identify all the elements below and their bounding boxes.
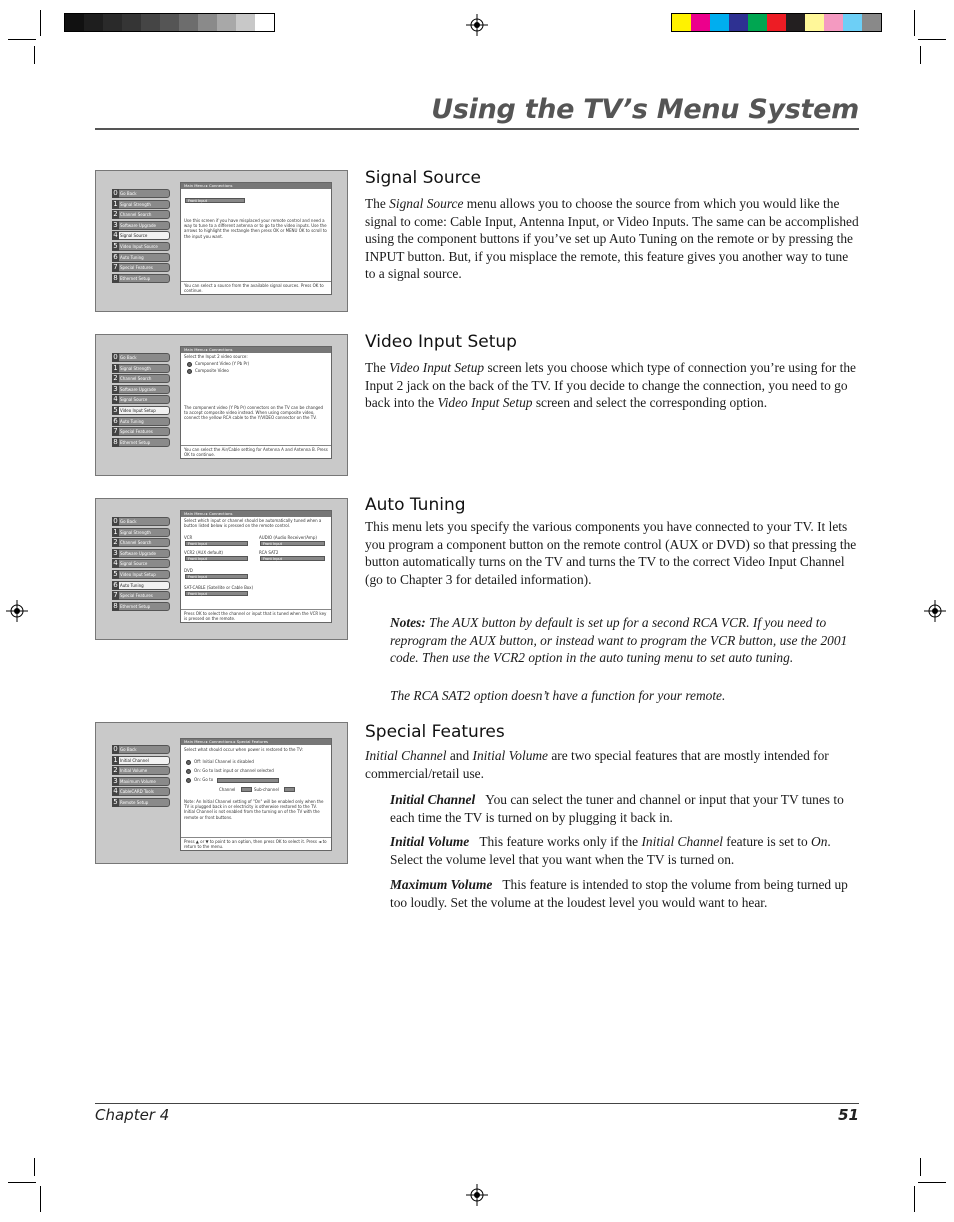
menu-item-number: 6 bbox=[113, 252, 118, 261]
menu-item-number: 8 bbox=[113, 273, 118, 282]
color-swatch bbox=[862, 14, 881, 31]
menu-item[interactable] bbox=[112, 798, 170, 807]
menu-item-number: 5 bbox=[113, 798, 118, 806]
menu-item-number: 8 bbox=[113, 601, 118, 610]
menu-item-label: Signal Source bbox=[120, 561, 148, 567]
term-label: Initial Volume bbox=[390, 834, 470, 849]
sat-label: SAT-CABLE (Satellite or Cable Box) bbox=[184, 585, 254, 590]
menu-item[interactable] bbox=[112, 570, 170, 579]
screen-help: You can select a source from the available signal sources. Press OK to continue. bbox=[181, 281, 331, 294]
menu-item-label: Signal Strength bbox=[120, 529, 151, 535]
screen-panel bbox=[180, 346, 332, 459]
menu-item-label: Special Features bbox=[120, 429, 153, 435]
text: You can select the tuner and channel or input that your TV tunes to each time the TV is turned on by plugging it back in. bbox=[390, 792, 844, 825]
vcr-label: VCR bbox=[184, 535, 193, 540]
text: The bbox=[365, 196, 390, 211]
menu-item-number: 2 bbox=[113, 766, 118, 775]
screen-prompt: Select the Input 2 video source: bbox=[184, 354, 248, 359]
special-features-intro bbox=[365, 747, 859, 782]
menu-item[interactable] bbox=[112, 395, 170, 404]
menu-item-label: Go Back bbox=[120, 519, 137, 524]
video-input-setup-heading: Video Input Setup bbox=[365, 332, 517, 352]
audio-label: AUDIO (Audio Receiver/Amp) bbox=[259, 535, 317, 540]
chapter-label: Chapter 4 bbox=[95, 1106, 170, 1124]
menu-item[interactable] bbox=[112, 417, 170, 426]
registration-mark-right bbox=[924, 600, 946, 622]
dvd-label: DVD bbox=[184, 568, 193, 573]
menu-item-number: 1 bbox=[113, 527, 118, 536]
screen-panel bbox=[180, 510, 332, 623]
signal-source-screen bbox=[95, 170, 348, 312]
menu-item-number: 1 bbox=[113, 755, 118, 764]
menu-item-number: 5 bbox=[113, 242, 118, 250]
term: Video Input Setup bbox=[437, 395, 533, 411]
option-label: On: Go to bbox=[194, 777, 214, 782]
auto-tuning-note2 bbox=[390, 687, 859, 705]
menu-item-label: Channel Search bbox=[120, 540, 152, 546]
term: Video Input Setup bbox=[389, 360, 485, 375]
menu-item-label: Software Upgrade bbox=[120, 222, 157, 228]
menu-item[interactable] bbox=[112, 559, 170, 568]
vcr2-label: VCR2 (AUX default) bbox=[184, 550, 223, 555]
menu-item[interactable] bbox=[112, 210, 170, 219]
menu-item-number: 0 bbox=[113, 517, 118, 525]
term: Initial Channel bbox=[365, 748, 447, 763]
color-swatch bbox=[217, 14, 236, 31]
page-number: 51 bbox=[838, 1106, 859, 1124]
menu-item[interactable] bbox=[112, 274, 170, 283]
menu-item-number: 3 bbox=[113, 220, 118, 229]
menu-item-number: 5 bbox=[113, 570, 118, 578]
dvd-field: Front Input bbox=[185, 574, 248, 579]
menu-item-number: 4 bbox=[113, 559, 118, 568]
color-swatch bbox=[198, 14, 217, 31]
menu-item[interactable] bbox=[112, 581, 170, 590]
notes-label: Notes: bbox=[390, 615, 426, 630]
signal-source-paragraph bbox=[365, 195, 859, 283]
initial-channel-paragraph bbox=[390, 791, 859, 826]
text: This feature is intended to stop the volume from being turned up too loudly. Set the volume at the loudest level you would want to hear. bbox=[390, 877, 848, 910]
color-swatch bbox=[179, 14, 198, 31]
screen-help: Press OK to select the channel or input that is tuned when the VCR key is pressed on the remote. bbox=[181, 609, 331, 622]
radio-icon bbox=[186, 760, 191, 765]
video-input-setup-paragraph bbox=[365, 359, 859, 412]
menu-item[interactable] bbox=[112, 538, 170, 547]
text: menu allows you to choose the source from which you would like the signal to come: Cable Input, Antenna Input, or Video Inputs. The same can be accomplished using the component buttons if you’ve set up Auto Tuning on the remote or by pressing the INPUT button. But, if you misplace the remote, this feature gives you another way to tune to a signal source. bbox=[365, 196, 859, 282]
color-swatch bbox=[691, 14, 710, 31]
menu-item-label: Go Back bbox=[120, 747, 137, 752]
menu-item[interactable] bbox=[112, 189, 170, 198]
menu-item-label: Auto Tuning bbox=[120, 582, 144, 588]
term-label: Maximum Volume bbox=[390, 877, 493, 892]
screen-text: The component video (Y Pb Pr) connectors on the TV can be changed to accept composite video instead. When using composite video, connect the yellow RCA cable to the Y/VIDEO connector on the TV. bbox=[184, 405, 324, 421]
special-features-screen bbox=[95, 722, 348, 864]
menu-item[interactable] bbox=[112, 364, 170, 373]
menu-item-label: Remote Setup bbox=[120, 800, 149, 805]
menu-item-number: 8 bbox=[113, 437, 118, 446]
screen-help: You can select the Air/Cable setting for Antenna A and Antenna B. Press OK to continue. bbox=[181, 445, 331, 458]
menu-item-label: Special Features bbox=[120, 265, 153, 271]
screen-text: Use this screen if you have misplaced your remote control and need a way to tune to a different antenna or to go to the video inputs. Use the arrows to highlight the rectangle then press OK or MENU OK to scroll to the input you want. bbox=[184, 218, 327, 239]
menu-item-label: Ethernet Setup bbox=[120, 603, 151, 609]
sat-field: Front Input bbox=[185, 591, 248, 596]
notes-text: The AUX button by default is set up for a second RCA VCR. If you need to reprogram the AUX button, or instead want to program the VCR button, use the 2001 code. Then use the VCR2 option in the auto tuning menu to set auto tuning. bbox=[390, 615, 848, 666]
menu-item-number: 1 bbox=[113, 363, 118, 372]
text: are two special features that are mostly intended for commercial/retail use. bbox=[365, 748, 829, 781]
menu-item-label: Go Back bbox=[120, 355, 137, 360]
menu-item[interactable] bbox=[112, 602, 170, 611]
breadcrumb: Main Menu ▸ Connections bbox=[181, 183, 331, 189]
audio-field: Front Input bbox=[260, 541, 325, 546]
text: . Select the volume level that you want when the TV is turned on. bbox=[390, 834, 831, 867]
breadcrumb: Main Menu ▸ Connections bbox=[181, 511, 331, 517]
auto-tuning-heading: Auto Tuning bbox=[365, 495, 466, 515]
menu-item-label: Initial Volume bbox=[120, 768, 148, 774]
screen-panel bbox=[180, 738, 332, 851]
menu-item-label: Signal Source bbox=[120, 233, 148, 239]
color-swatch bbox=[141, 14, 160, 31]
menu-item-label: Maximum Volume bbox=[120, 778, 156, 784]
option-label: On: Go to last input or channel selected bbox=[194, 768, 274, 773]
menu-item-number: 4 bbox=[113, 231, 118, 240]
text: This feature works only if the bbox=[479, 834, 642, 849]
channel-field bbox=[241, 787, 252, 792]
option-label: Off: Initial Channel is disabled bbox=[194, 759, 254, 764]
option-composite bbox=[187, 368, 328, 374]
note2-text: The RCA SAT2 option doesn’t have a function for your remote. bbox=[390, 688, 726, 703]
color-swatch bbox=[672, 14, 691, 31]
radio-icon bbox=[187, 369, 192, 374]
menu-item-label: Channel Search bbox=[120, 212, 152, 218]
menu-item[interactable] bbox=[112, 263, 170, 272]
radio-icon bbox=[186, 769, 191, 774]
menu-item-label: Signal Source bbox=[120, 397, 148, 403]
option-off bbox=[186, 759, 328, 765]
registration-mark-top bbox=[466, 14, 488, 36]
auto-tuning-notes bbox=[390, 614, 859, 667]
special-features-heading: Special Features bbox=[365, 722, 505, 742]
menu-item-label: CableCARD Tools bbox=[120, 789, 154, 795]
color-swatch bbox=[729, 14, 748, 31]
signal-source-field: Front Input bbox=[185, 198, 245, 203]
text: The bbox=[365, 360, 390, 375]
auto-tuning-screen bbox=[95, 498, 348, 640]
menu-item[interactable] bbox=[112, 745, 170, 754]
menu-item[interactable] bbox=[112, 353, 170, 362]
screen-help: Press ▲ or ▼ to point to an option, then press OK to select it. Press ◄ to return to the menu. bbox=[181, 837, 331, 850]
color-swatch bbox=[65, 14, 84, 31]
color-swatch bbox=[255, 14, 274, 31]
menu-item[interactable] bbox=[112, 777, 170, 786]
rca-sat2-label: RCA SAT2 bbox=[259, 550, 279, 555]
menu-item[interactable] bbox=[112, 591, 170, 600]
title-divider bbox=[95, 128, 859, 130]
menu-item[interactable] bbox=[112, 787, 170, 796]
registration-mark-left bbox=[6, 600, 28, 622]
menu-item-label: Signal Strength bbox=[120, 365, 151, 371]
menu-item-label: Auto Tuning bbox=[120, 254, 144, 260]
breadcrumb: Main Menu ▸ Connections ▸ Special Features bbox=[181, 739, 331, 745]
menu-item-label: Software Upgrade bbox=[120, 386, 157, 392]
maximum-volume-paragraph bbox=[390, 876, 859, 911]
vcr-field: Front Input bbox=[185, 541, 248, 546]
menu-item-number: 4 bbox=[113, 395, 118, 404]
option-last bbox=[186, 768, 328, 774]
signal-source-heading: Signal Source bbox=[365, 168, 482, 188]
menu-item-number: 7 bbox=[113, 263, 118, 272]
text: feature is set to bbox=[722, 834, 812, 849]
term: Signal Source bbox=[389, 196, 464, 211]
term-label: Initial Channel bbox=[390, 792, 476, 807]
menu-item[interactable] bbox=[112, 374, 170, 383]
color-swatch bbox=[805, 14, 824, 31]
menu-item[interactable] bbox=[112, 385, 170, 394]
channel-label: Channel bbox=[219, 787, 236, 792]
menu-item-number: 6 bbox=[113, 416, 118, 425]
menu-item[interactable] bbox=[112, 528, 170, 537]
color-swatch bbox=[84, 14, 103, 31]
menu-item-number: 5 bbox=[113, 406, 118, 414]
menu-item-number: 1 bbox=[113, 199, 118, 208]
menu-item[interactable] bbox=[112, 427, 170, 436]
menu-item-number: 2 bbox=[113, 374, 118, 383]
radio-selected-icon bbox=[186, 778, 191, 783]
menu-item-number: 0 bbox=[113, 353, 118, 361]
menu-item-number: 4 bbox=[113, 787, 118, 796]
color-swatch bbox=[103, 14, 122, 31]
color-swatch bbox=[160, 14, 179, 31]
menu-item-label: Signal Strength bbox=[120, 201, 151, 207]
menu-item-label: Auto Tuning bbox=[120, 418, 144, 424]
menu-item-number: 3 bbox=[113, 384, 118, 393]
menu-item[interactable] bbox=[112, 517, 170, 526]
menu-item-number: 7 bbox=[113, 427, 118, 436]
option-label: Composite Video bbox=[195, 368, 229, 373]
menu-item[interactable] bbox=[112, 406, 170, 415]
footer-divider bbox=[95, 1103, 859, 1104]
menu-item[interactable] bbox=[112, 231, 170, 240]
menu-item[interactable] bbox=[112, 200, 170, 209]
page-title: Using the TV’s Menu System bbox=[431, 94, 859, 125]
menu-item-number: 2 bbox=[113, 538, 118, 547]
menu-item-label: Software Upgrade bbox=[120, 550, 157, 556]
menu-item-label: Ethernet Setup bbox=[120, 439, 151, 445]
color-swatch bbox=[748, 14, 767, 31]
option-component bbox=[187, 361, 328, 367]
radio-selected-icon bbox=[187, 362, 192, 367]
menu-item-number: 3 bbox=[113, 776, 118, 785]
menu-item-label: Video Input Source bbox=[120, 244, 158, 249]
menu-item-number: 3 bbox=[113, 548, 118, 557]
breadcrumb: Main Menu ▸ Connections bbox=[181, 347, 331, 353]
menu-item[interactable] bbox=[112, 766, 170, 775]
color-swatch bbox=[710, 14, 729, 31]
menu-item[interactable] bbox=[112, 242, 170, 251]
text: and bbox=[446, 748, 473, 763]
screen-prompt: Select which input or channel should be automatically tuned when a button listed below is pressed on the remote control. bbox=[184, 518, 322, 529]
screen-text: Note: An Initial Channel setting of "On" will be enabled only when the TV is plugged back in or electricity is otherwise restored to the TV. Initial Channel is not enabled from the turning on of the TV with the remote or front buttons. bbox=[184, 799, 324, 820]
menu-item-label: Special Features bbox=[120, 593, 153, 599]
term: On bbox=[811, 834, 828, 849]
goto-field bbox=[217, 778, 279, 783]
menu-item-label: Video Input Setup bbox=[120, 572, 156, 577]
menu-item[interactable] bbox=[112, 756, 170, 765]
menu-item-label: Go Back bbox=[120, 191, 137, 196]
menu-item[interactable] bbox=[112, 438, 170, 447]
grayscale-calibration-bar bbox=[64, 13, 275, 32]
registration-mark-bottom bbox=[466, 1184, 488, 1206]
color-swatch bbox=[824, 14, 843, 31]
menu-item-number: 0 bbox=[113, 745, 118, 753]
color-swatch bbox=[122, 14, 141, 31]
subchannel-field bbox=[284, 787, 295, 792]
vcr2-field: Front Input bbox=[185, 556, 248, 561]
color-calibration-bar bbox=[671, 13, 882, 32]
menu-item[interactable] bbox=[112, 253, 170, 262]
screen-prompt: Select what should occur when power is restored to the TV: bbox=[184, 747, 303, 752]
menu-item-label: Video Input Setup bbox=[120, 408, 156, 413]
screen-panel bbox=[180, 182, 332, 295]
text: screen lets you choose which type of connection you’re using for the Input 2 jack on the back of the TV. If you decide to change the connection, you need to go back into the bbox=[365, 360, 856, 411]
menu-item-label: Ethernet Setup bbox=[120, 275, 151, 281]
menu-item[interactable] bbox=[112, 221, 170, 230]
text: screen and select the corresponding option. bbox=[532, 395, 768, 411]
video-input-setup-screen bbox=[95, 334, 348, 476]
initial-volume-paragraph bbox=[390, 833, 859, 868]
menu-item-number: 6 bbox=[113, 580, 118, 589]
color-swatch bbox=[236, 14, 255, 31]
menu-item[interactable] bbox=[112, 549, 170, 558]
term: Initial Volume bbox=[472, 748, 548, 763]
rca-sat2-field: Front Input bbox=[260, 556, 325, 561]
option-label: Component Video (Y Pb Pr) bbox=[195, 361, 250, 366]
menu-item-label: Initial Channel bbox=[120, 757, 149, 763]
menu-item-number: 0 bbox=[113, 189, 118, 197]
term: Initial Channel bbox=[641, 834, 723, 849]
menu-item-number: 7 bbox=[113, 591, 118, 600]
auto-tuning-paragraph: This menu lets you specify the various components you have connected to your TV. It lets you program a component button on the remote control (AUX or DVD) so that pressing the button automatically turns on the TV and turns the TV to the correct Video Input Channel (go to Chapter 3 for detailed information). bbox=[365, 519, 857, 587]
menu-item-number: 2 bbox=[113, 210, 118, 219]
subchannel-label: Sub-channel bbox=[254, 787, 279, 792]
menu-item-label: Channel Search bbox=[120, 376, 152, 382]
color-swatch bbox=[767, 14, 786, 31]
color-swatch bbox=[786, 14, 805, 31]
color-swatch bbox=[843, 14, 862, 31]
